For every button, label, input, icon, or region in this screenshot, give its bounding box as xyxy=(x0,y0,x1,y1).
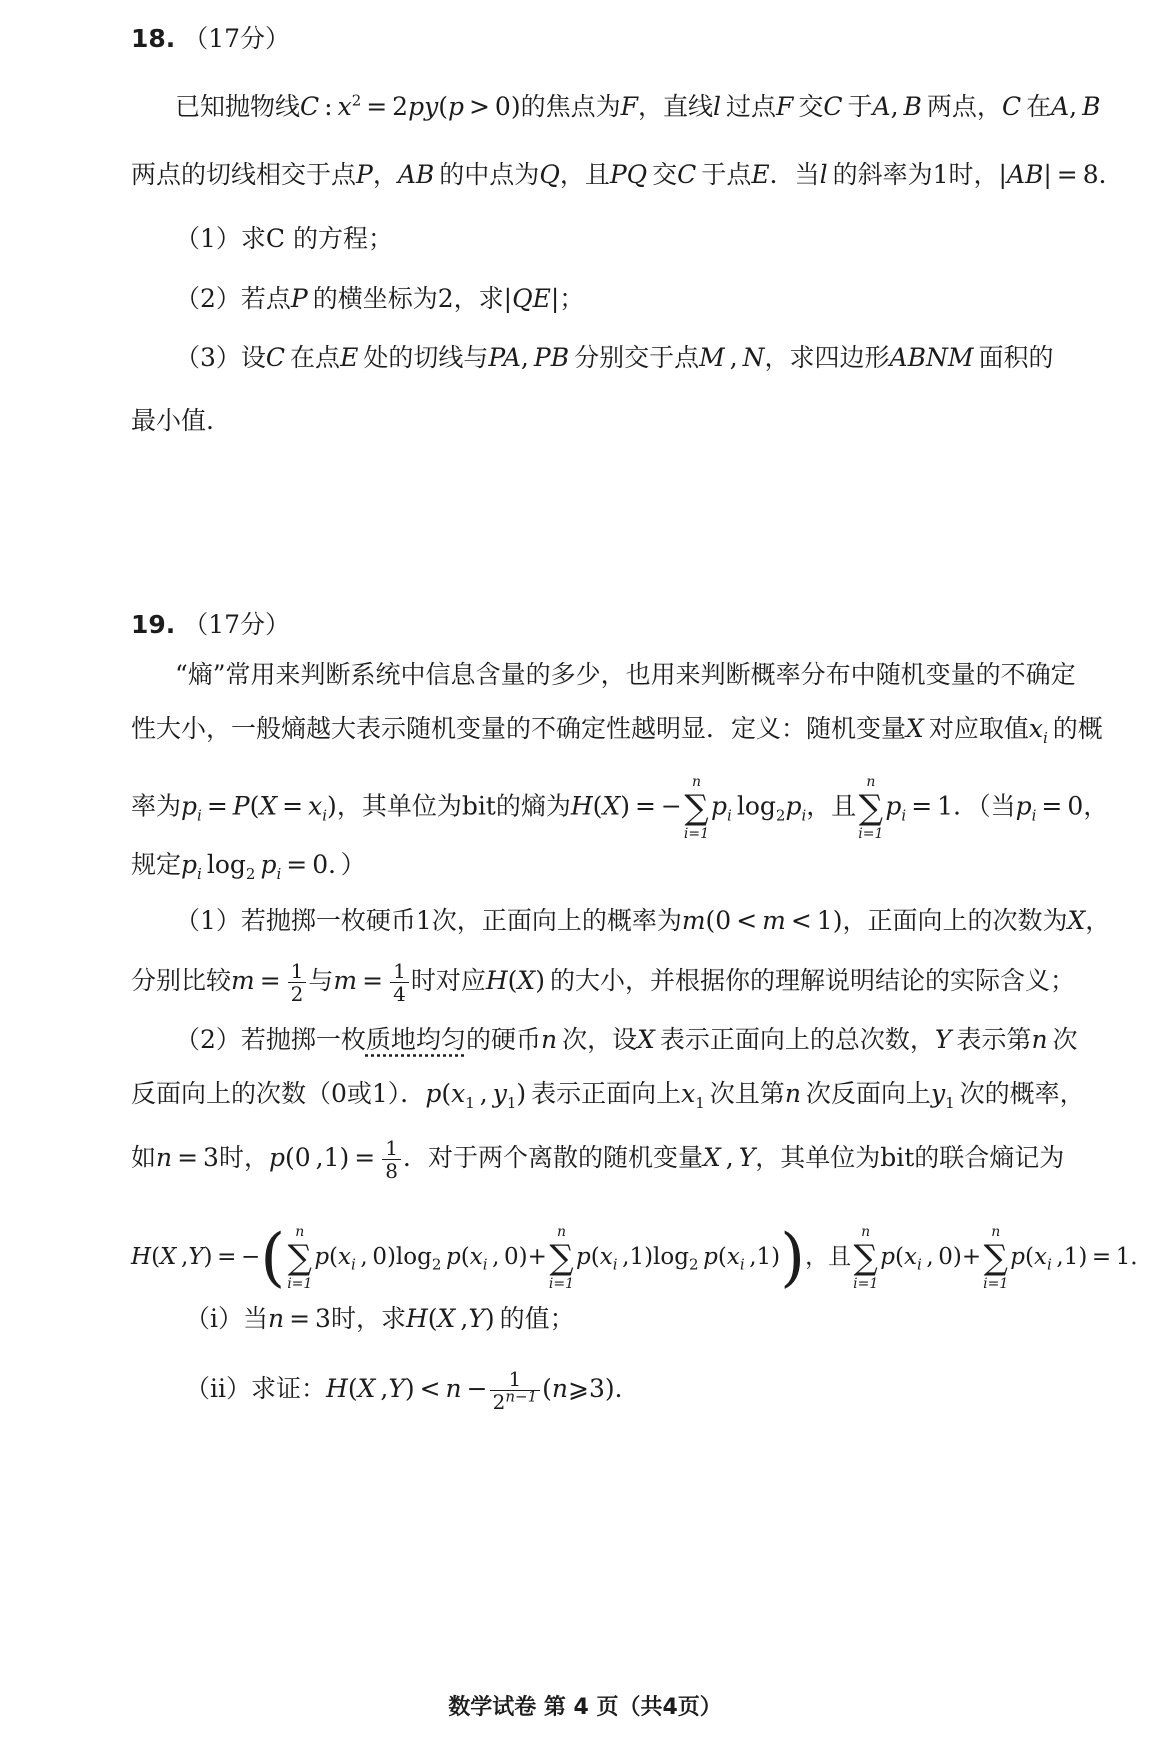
text: 次的概率， xyxy=(959,1079,1085,1108)
text: （1）求C 的方程； xyxy=(175,224,393,253)
text: ．（当 xyxy=(953,791,1016,821)
text: （2）若抛掷一枚 xyxy=(175,1025,366,1054)
text: 时，求 xyxy=(330,1304,406,1333)
q18-part1 xyxy=(0,222,1170,256)
text: ． xyxy=(1130,1244,1154,1270)
q18-stem-line2: 两点的切线相交于点P，AB 的中点为Q，且PQ 交C 于点E．当l 的斜率为1时，|AB| = 8． xyxy=(131,160,1124,189)
text: ，正面向上的次数为 xyxy=(842,906,1068,935)
text: ； xyxy=(559,284,585,313)
text: （i）当 xyxy=(185,1304,268,1333)
q19-intro-line4: 规定$p_i$ $\log_2 p_i = 0$．） xyxy=(131,850,366,883)
q19-joint-entropy-formula: H(X ,Y) = −( n ∑ i=1 $p(x_i$ , $0)\log_2$ $p(x_i$ , 0)+ n ∑ i=1 $p(x_i$ $,1)\log_2$ $p(x_i$ ,1))，且 n ∑ i=1 $p(x_i$ , 0)+ n ∑ i=1 $p(x_i$ ,1) = 1． xyxy=(131,1221,1154,1295)
text: ， xyxy=(372,160,398,189)
text: 的焦点为 xyxy=(520,92,621,121)
sum-symbol: n ∑ i=1 xyxy=(858,774,884,842)
text: 的斜率为1时， xyxy=(832,160,999,189)
q19-part2-line1: （2）若抛掷一枚质地均匀的硬币n 次，设X 表示正面向上的总次数，Y 表示第n 次 xyxy=(175,1025,1078,1054)
text: 两点， xyxy=(926,92,1002,121)
text: 于 xyxy=(847,92,873,121)
text: 在点 xyxy=(290,343,341,372)
text: （ii）求证： xyxy=(185,1374,326,1403)
sum-symbol: n ∑ i=1 xyxy=(983,1224,1009,1292)
fraction: $\frac{1}{4}$ xyxy=(390,960,409,1005)
text: 时对应 xyxy=(410,966,486,995)
sum-symbol: n ∑ i=1 xyxy=(548,1224,575,1292)
text: 最小值. xyxy=(131,406,214,435)
fraction: $\frac{1}{2^{n-1}}$ xyxy=(490,1368,541,1413)
text: 时， xyxy=(218,1143,269,1172)
text: （1）若抛掷一枚硬币1次，正面向上的概率为 xyxy=(175,906,682,935)
text: 的横坐标为2，求 xyxy=(312,284,504,313)
q19-intro-line2: 性大小，一般熵越大表示随机变量的不确定性越明显．定义：随机变量X 对应取值$x_i$ 的概 xyxy=(131,714,1103,747)
q19-points: （17分） xyxy=(183,610,291,639)
q19-part2-line3: 如n = 3时，p(0 ,1) = $\frac{1}{8}$ ．对于两个离散的随机变量X , Y，其单位为bit的联合熵记为 xyxy=(131,1136,1065,1183)
text: 两点的切线相交于点 xyxy=(131,160,357,189)
q18-part3: （3）设C 在点E 处的切线与PA, PB 分别交于点M , N，求四边形ABNM 面积的 xyxy=(175,343,1054,372)
text: ，其单位为bit的熵为 xyxy=(336,791,571,821)
text: 已知抛物线 xyxy=(175,92,301,121)
text: 表示正面向上的总次数， xyxy=(659,1025,935,1054)
page-footer: 数学试卷 第 4 页（共4页） xyxy=(448,1695,722,1720)
text: （3）设 xyxy=(175,343,266,372)
text: 的大小，并根据你的理解说明结论的实际含义； xyxy=(549,966,1075,995)
text: 表示正面向上 xyxy=(531,1079,682,1108)
q19-intro-line1 xyxy=(0,658,1170,692)
text: （2）若点 xyxy=(175,284,291,313)
text: 性大小，一般熵越大表示随机变量的不确定性越明显．定义：随机变量 xyxy=(131,714,907,743)
text: 与 xyxy=(308,966,334,995)
sum-symbol: n ∑ i=1 xyxy=(683,774,710,842)
fraction: $\frac{1}{2}$ xyxy=(288,960,307,1005)
q19-header xyxy=(0,608,1170,642)
text: ， xyxy=(1085,906,1111,935)
text: 处的切线与 xyxy=(363,343,489,372)
text: 交 xyxy=(652,160,678,189)
text: 次反面向上 xyxy=(805,1079,931,1108)
text: ，且 xyxy=(559,160,610,189)
q19-part1-line1: （1）若抛掷一枚硬币1次，正面向上的概率为m(0 < m < 1)，正面向上的次数为X， xyxy=(175,906,1111,935)
q19-intro-line3: 率为$p_i = P(X = x_i)$，其单位为bit的熵为H(X) = − n ∑ i=1 $p_i$ $\log_2p_i$，且 n ∑ i=1 $p_i = 1$．（当$p_i = 0$， xyxy=(131,774,1109,842)
text: 的值； xyxy=(499,1304,575,1333)
text: 如 xyxy=(131,1143,157,1172)
text: ，其单位为bit的联合熵记为 xyxy=(755,1143,1065,1172)
text: “熵”常用来判断系统中信息含量的多少，也用来判断概率分布中随机变量的不确定 xyxy=(175,660,1076,689)
q18-header xyxy=(0,22,1170,56)
text: 表示第 xyxy=(956,1025,1032,1054)
q19-sub-ii: （ii）求证：H(X ,Y) < n − $\frac{1}{2^{n-1}}$ (n⩾3)． xyxy=(185,1367,640,1414)
text: 次且第 xyxy=(709,1079,785,1108)
text: 在 xyxy=(1026,92,1052,121)
text: ． xyxy=(1098,160,1124,189)
q18-part3-line2 xyxy=(0,404,1170,438)
q19-part2-line2: 反面向上的次数（0或1）．$p(x_1$ , $y_1$) 表示正面向上$x_1$ 次且第n 次反面向上$y_1$ 次的概率， xyxy=(131,1079,1085,1112)
text: 规定 xyxy=(131,850,182,879)
q18-points: （17分） xyxy=(183,24,291,53)
sum-symbol: n ∑ i=1 xyxy=(287,1224,313,1292)
text: ． xyxy=(614,1374,640,1403)
text: ，且 xyxy=(806,791,857,821)
text: 面积的 xyxy=(978,343,1054,372)
text: ，且 xyxy=(805,1244,852,1270)
text: 对应取值 xyxy=(928,714,1029,743)
text: 交 xyxy=(798,92,824,121)
q19-sub-i: （i）当n = 3时，求H(X ,Y) 的值； xyxy=(185,1304,575,1333)
q19-number: 19. xyxy=(131,610,176,639)
text: 于点 xyxy=(701,160,752,189)
text: ．） xyxy=(328,850,366,879)
q19-part1-line2: 分别比较m = $\frac{1}{2}$ 与m = $\frac{1}{4}$ 时对应H(X) 的大小，并根据你的理解说明结论的实际含义； xyxy=(131,959,1075,1006)
text: ， xyxy=(1083,791,1109,821)
text: 次 xyxy=(1052,1025,1078,1054)
text: 过点 xyxy=(725,92,776,121)
text: 分别交于点 xyxy=(574,343,700,372)
text: ．对于两个离散的随机变量 xyxy=(402,1143,703,1172)
q18-number: 18. xyxy=(131,24,176,53)
text: 的中点为 xyxy=(439,160,540,189)
emphasis-text: 质地均匀 xyxy=(365,1025,466,1054)
sum-symbol: n ∑ i=1 xyxy=(853,1224,879,1292)
text: 的概 xyxy=(1052,714,1103,743)
text: ，直线 xyxy=(637,92,713,121)
text: ，求四边形 xyxy=(764,343,890,372)
text: 次，设 xyxy=(562,1025,638,1054)
text: 的硬币 xyxy=(465,1025,541,1054)
text: 反面向上的次数（0或1）． xyxy=(131,1079,426,1108)
fraction: $\frac{1}{8}$ xyxy=(382,1137,401,1182)
text: 率为 xyxy=(131,791,182,821)
q18-part2: （2）若点P 的横坐标为2，求|QE|； xyxy=(175,284,585,313)
q18-stem-line1: 已知抛物线C : $x^2 = 2py(p > 0)$的焦点为F，直线l 过点F 交C 于A, B 两点，C 在A, B xyxy=(175,91,1101,121)
text: ．当 xyxy=(769,160,820,189)
text: 分别比较 xyxy=(131,966,232,995)
